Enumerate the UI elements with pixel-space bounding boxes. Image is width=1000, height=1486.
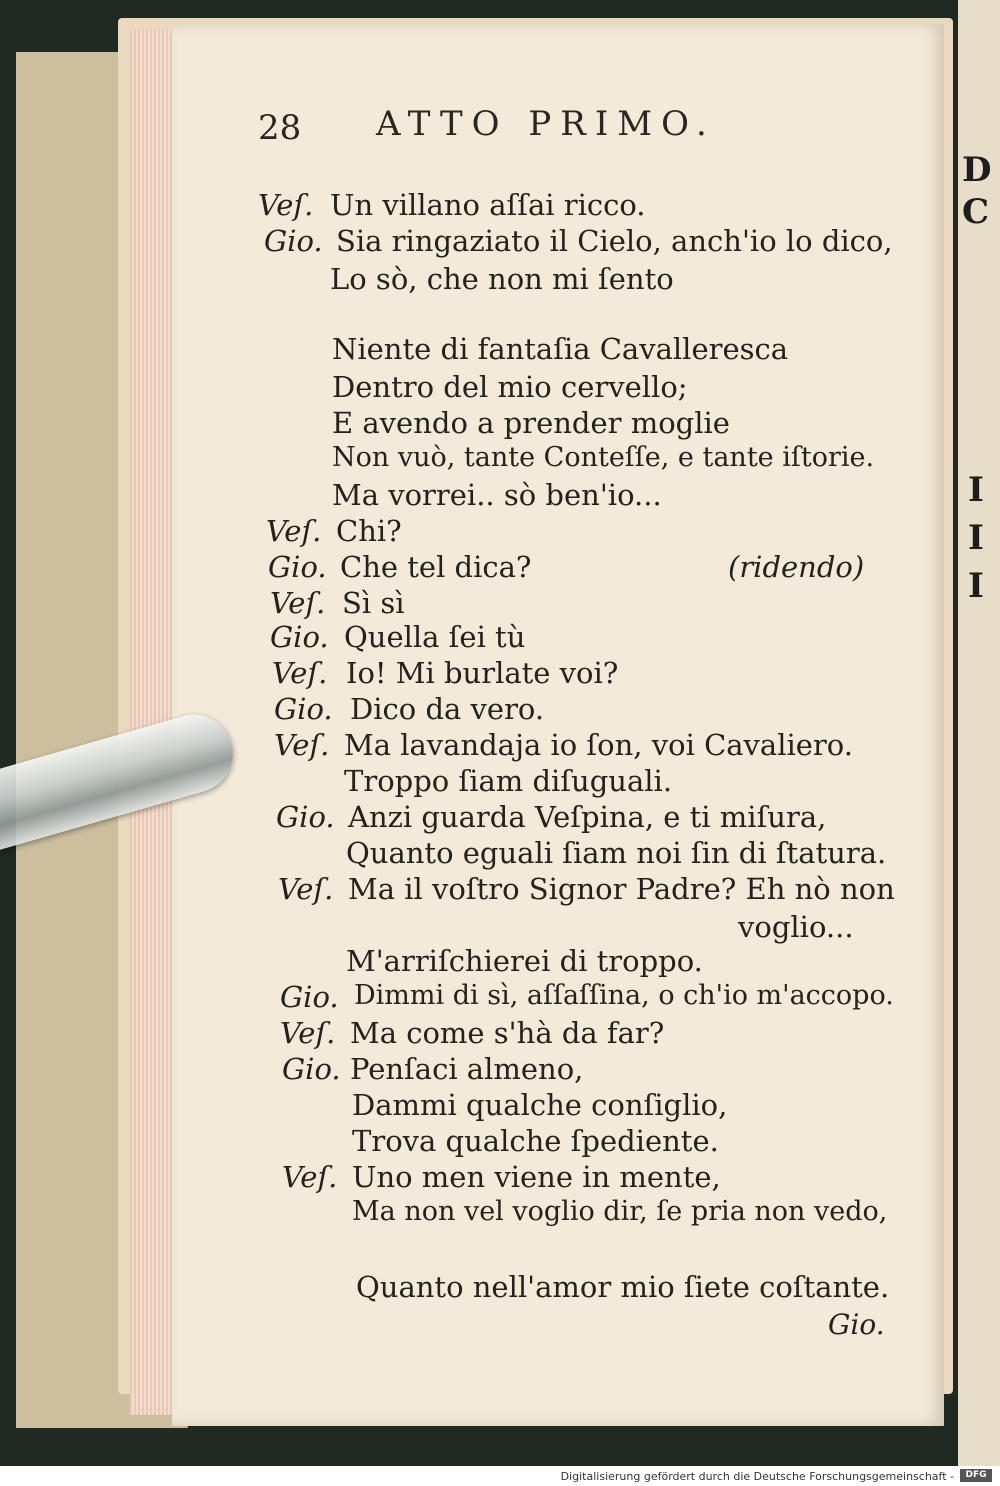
line-text: Troppo ſiam diſuguali. [344, 764, 673, 798]
text-line [268, 550, 888, 590]
line-text: M'arriſchierei di troppo. [346, 944, 703, 978]
dfg-logo: DFG [960, 1469, 992, 1482]
line-text: Dentro del mio cervello; [332, 370, 688, 404]
line-text: Io! Mi burlate voi? [346, 656, 619, 690]
speaker: Gio. [264, 224, 323, 258]
line-text: Quanto nell'amor mio ſiete coſtante. [356, 1270, 890, 1304]
line-text: Trova qualche ſpediente. [352, 1124, 719, 1158]
speaker: Veſ. [274, 728, 330, 762]
facing-page-glyph: D [962, 150, 992, 190]
line-text: Ma non vel voglio dir, ſe pria non vedo, [352, 1196, 888, 1227]
speaker: Gio. [276, 800, 335, 834]
line-text: Lo sò, che non mi ſento [330, 262, 674, 296]
facing-page-glyph: I [968, 566, 984, 606]
line-text: Ma vorrei.. sò ben'io... [332, 478, 662, 512]
facing-page-glyph: I [968, 518, 984, 558]
line-text: Ma come s'hà da far? [350, 1016, 665, 1050]
speaker: Gio. [274, 692, 333, 726]
line-text: Niente di fantaſia Cavalleresca [332, 332, 789, 366]
speaker: Veſ. [278, 872, 334, 906]
line-text: Non vuò, tante Conteſſe, e tante iſtorie. [332, 442, 875, 473]
line-text: E avendo a prender moglie [332, 406, 730, 440]
line-text: Dammi qualche conſiglio, [352, 1088, 728, 1122]
funding-credit: Digitalisierung gefördert durch die Deutsche Forschungsgemeinschaft - [560, 1470, 954, 1483]
speaker: Gio. [280, 980, 339, 1014]
speaker: Gio. [282, 1052, 341, 1086]
line-text: Che tel dica? [340, 550, 532, 584]
line-text: Ma il voſtro Signor Padre? Eh nò non [348, 872, 895, 906]
facing-page-glyph: C [962, 192, 990, 232]
speaker: Veſ. [280, 1016, 336, 1050]
line-text: Ma lavandaja io ſon, voi Cavaliero. [344, 728, 853, 762]
running-header [258, 104, 778, 154]
page-number: 28 [258, 108, 302, 148]
line-text: Un villano aſſai ricco. [330, 188, 646, 222]
line-text: Sì sì [342, 586, 405, 620]
line-text: Quanto eguali ſiam noi ſin di ſtatura. [346, 836, 887, 870]
line-text: Penſaci almeno, [350, 1052, 584, 1086]
line-text: Quella ſei tù [344, 620, 526, 654]
line-text: voglio... [738, 910, 854, 944]
speaker: Veſ. [266, 514, 322, 548]
line-text: Dico da vero. [350, 692, 545, 726]
facing-page-glyph: I [968, 470, 984, 510]
footer-bar [0, 1466, 1000, 1486]
line-text: Anzi guarda Veſpina, e ti miſura, [348, 800, 827, 834]
stage-direction: (ridendo) [728, 550, 865, 584]
speaker: Veſ. [258, 188, 314, 222]
line-text: Uno men viene in mente, [352, 1160, 721, 1194]
line-text: Chi? [336, 514, 402, 548]
speaker: Gio. [268, 550, 327, 584]
running-title: ATTO PRIMO. [376, 104, 716, 144]
speaker: Veſ. [270, 586, 326, 620]
line-text: Dimmi di sì, aſſaſſina, o ch'io m'accopo. [354, 980, 894, 1011]
speaker: Veſ. [272, 656, 328, 690]
facing-page-edge [958, 0, 1000, 1466]
speaker: Gio. [270, 620, 329, 654]
line-text: Sia ringaziato il Cielo, anch'io lo dico, [336, 224, 893, 258]
speaker: Veſ. [282, 1160, 338, 1194]
catchword: Gio. [828, 1308, 885, 1341]
